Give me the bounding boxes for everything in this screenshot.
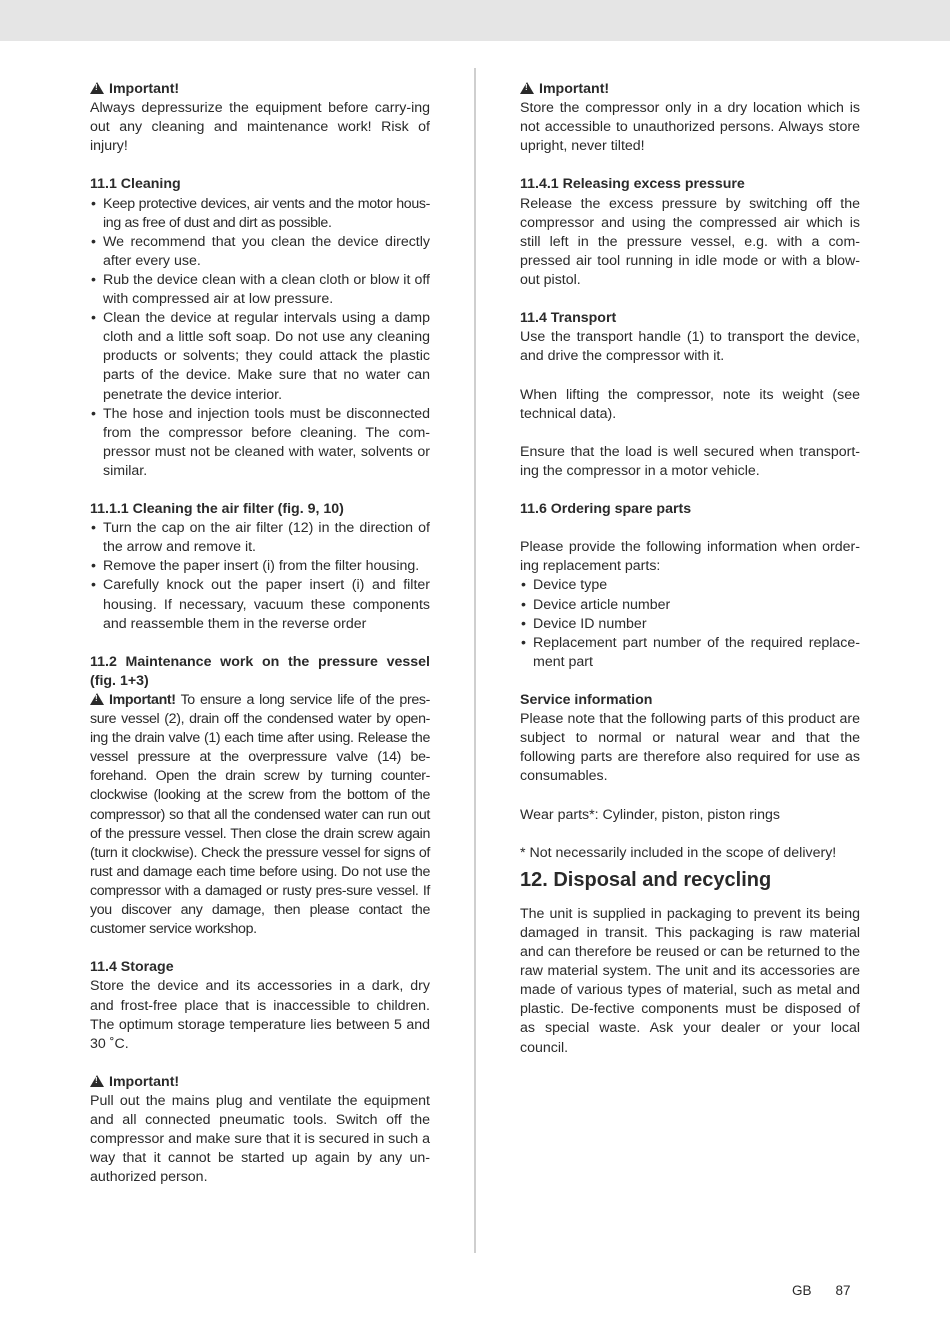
right-column — [520, 80, 860, 1058]
storage-heading: 11.4 Storage — [90, 959, 174, 976]
important-heading: !Important! — [90, 1073, 430, 1092]
warning-icon — [90, 693, 104, 705]
spare-parts-list — [520, 576, 860, 671]
release-heading: 11.4.1 Releasing excess pressure — [520, 176, 745, 193]
spare-parts-heading: 11.6 Ordering spare parts — [520, 501, 692, 518]
transport-text: Ensure that the load is well secured when transport-ing the compressor in a motor vehicle. — [520, 443, 860, 479]
warning-icon — [90, 82, 104, 94]
list-item: • Carefully knock out the paper insert (i) and filter housing. If necessary, vacuum these components and reassemble them in the reverse order — [90, 576, 430, 633]
transport-text: Use the transport handle (1) to transport the device, and drive the compressor with it. — [520, 329, 860, 365]
list-item: • Remove the paper insert (i) from the filter housing. — [90, 557, 430, 576]
list-item: • Device ID number — [520, 615, 860, 634]
spare-parts-intro: Please provide the following information when order-ing replacement parts: — [520, 539, 860, 575]
important-text: Pull out the mains plug and ventilate the equipment and all connected pneumatic tools. Switch off the compressor and make sure that it is secured in such a way that it cannot be started up again by any un-authorized person. — [90, 1092, 430, 1186]
wear-parts-text: Wear parts*: Cylinder, piston, piston rings — [520, 806, 780, 823]
filter-list — [90, 519, 430, 634]
maintenance-heading: 11.2 Maintenance work on the pressure vessel (fig. 1+3) — [90, 653, 430, 689]
top-band — [0, 0, 950, 41]
filter-heading: 11.1.1 Cleaning the air filter (fig. 9, 10) — [90, 501, 344, 518]
transport-heading: 11.4 Transport — [520, 310, 617, 327]
transport-text: When lifting the compressor, note its weight (see technical data). — [520, 386, 860, 422]
important-text: Always depressurize the equipment before carry-ing out any cleaning and maintenance work! Risk of injury! — [90, 100, 430, 155]
cleaning-list — [90, 195, 430, 481]
list-item: • Keep protective devices, air vents and the motor hous-ing as free of dust and dirt as possible. — [90, 195, 430, 233]
disposal-heading: 12. Disposal and recycling — [520, 868, 772, 891]
list-item: • Rub the device clean with a clean cloth or blow it off with compressed air at low pressure. — [90, 271, 430, 309]
list-item: • Clean the device at regular intervals using a damp cloth and a little soft soap. Do not use any cleaning products or solvents; they could attack the plastic parts of the device. Make sure that no water can penetrate the device interior. — [90, 309, 430, 404]
storage-text: Store the device and its accessories in a dark, dry and frost-free place that is inaccessible to children. The optimum storage temperature lies between 5 and 30 ˚C. — [90, 978, 430, 1052]
list-item: • Turn the cap on the air filter (12) in the direction of the arrow and remove it. — [90, 519, 430, 557]
list-item: • We recommend that you clean the device directly after every use. — [90, 233, 430, 271]
warning-icon — [520, 82, 534, 94]
release-text: Release the excess pressure by switching off the compressor and using the compressed air which is still left in the pressure vessel, e.g. with a com-pressed air tool running in idle mode or with a blow-out pistol. — [520, 195, 860, 288]
warning-icon — [90, 1075, 104, 1087]
left-column — [90, 80, 430, 1187]
cleaning-heading: 11.1 Cleaning — [90, 176, 181, 193]
important-text: Store the compressor only in a dry location which is not accessible to unauthorized persons. Always store upright, never tilted! — [520, 100, 860, 155]
service-text: Please note that the following parts of this product are subject to normal or natural wear and that the following parts are therefore also required for use as consumables. — [520, 711, 860, 785]
list-item: • Device article number — [520, 596, 860, 615]
disposal-text: The unit is supplied in packaging to prevent its being damaged in transit. This packaging is raw material and can therefore be reused or can be returned to the raw material system. The unit and its accessories are made of various types of material, such as metal and plastic. De-fective components must be disposed of as special waste. Ask your dealer or your local council. — [520, 905, 860, 1056]
important-heading: !Important! — [90, 80, 430, 99]
important-heading: !Important! — [520, 80, 860, 99]
language-code: GB — [792, 1283, 812, 1298]
list-item: • The hose and injection tools must be disconnected from the compressor before cleaning. The com-pressor must not be cleaned with water, solvents or similar. — [90, 405, 430, 481]
list-item: • Replacement part number of the required replace-ment part — [520, 634, 860, 672]
maintenance-text: !Important! To ensure a long service life of the pres-sure vessel (2), drain off the condensed water by open-ing the drain valve (1) each time after using. Release the vessel pressure at the overpressure valve (14) be-forehand. Open the drain screw by turning counter-clockwise (looking at the screw from the bottom of the compressor) so that all the condensed water can run out of the pressure vessel. Then close the drain screw again (turn it clockwise). Check the pressure vessel for signs of rust and damage each time before using. Do not use the compressor with a damaged or rusty pres-sure vessel. If you discover any damage, then please contact the customer service workshop. — [90, 691, 430, 939]
column-divider — [474, 68, 476, 1253]
service-heading: Service information — [520, 692, 653, 708]
list-item: • Device type — [520, 576, 860, 595]
footnote-text: * Not necessarily included in the scope of delivery! — [520, 844, 837, 861]
page-number: 87 — [835, 1283, 851, 1298]
page-footer — [792, 1283, 875, 1298]
